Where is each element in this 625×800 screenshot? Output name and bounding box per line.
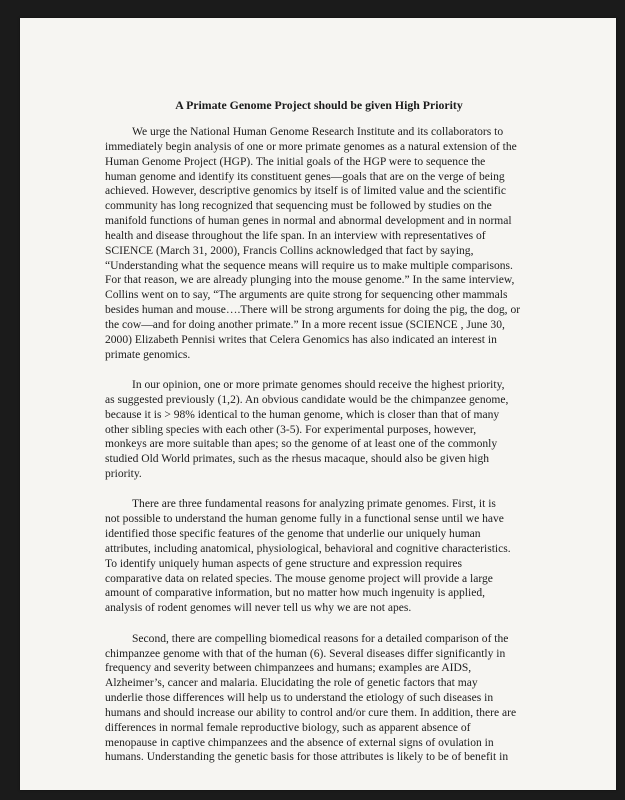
text-line: immediately begin analysis of one or more primate genomes as a natural extension of the xyxy=(105,140,517,153)
text-line: other sibling species with each other (3-5). For experimental purposes, however, xyxy=(105,423,477,436)
text-line: To identify uniquely human aspects of gene structure and expression requires xyxy=(105,557,463,570)
text-line: In our opinion, one or more primate genomes should receive the highest priority, xyxy=(132,379,505,391)
paragraph xyxy=(105,125,533,363)
text-line: Human Genome Project (HGP). The initial goals of the HGP were to sequence the xyxy=(105,155,486,168)
text-line: menopause in captive chimpanzees and the absence of external signs of ovulation in xyxy=(105,736,494,749)
text-line: underlie those differences will help us to understand the etiology of such diseases in xyxy=(105,692,494,705)
text-line: analysis of rodent genomes will never tell us why we are not apes. xyxy=(105,602,412,615)
paragraph xyxy=(105,632,533,766)
text-line: not possible to understand the human genome fully in a functional sense until we have xyxy=(105,513,504,526)
text-line: human genome and identify its constituent genes—goals that are on the verge of being xyxy=(105,170,505,183)
text-line: priority. xyxy=(105,468,142,481)
text-line: frequency and severity between chimpanzees and humans; examples are AIDS, xyxy=(105,662,472,675)
text-line: identified those specific features of the genome that underlie our uniquely human xyxy=(105,528,481,541)
text-line: primate genomics. xyxy=(105,348,191,361)
text-line: We urge the National Human Genome Research Institute and its collaborators to xyxy=(132,126,504,138)
paragraph-container xyxy=(105,125,533,765)
text-line: SCIENCE (March 31, 2000), Francis Collins acknowledged that fact by saying, xyxy=(105,244,474,257)
text-line: humans. Understanding the genetic basis for those attributes is likely to be of benefit in xyxy=(105,751,509,764)
text-line: chimpanzee genome with that of the human (6). Several diseases differ significantly in xyxy=(105,647,506,660)
text-line: community has long recognized that sequencing must be followed by studies on the xyxy=(105,200,492,213)
text-line: the cow—and for doing another primate.” In a more recent issue (SCIENCE , June 30, xyxy=(105,318,505,331)
document-page xyxy=(20,18,616,790)
text-line: health and disease throughout the life span. In an interview with representatives of xyxy=(105,229,486,242)
text-line: 2000) Elizabeth Pennisi writes that Celera Genomics has also indicated an interest in xyxy=(105,333,497,346)
document-title: A Primate Genome Project should be given High Priority xyxy=(175,98,463,112)
text-line: “Understanding what the sequence means will require us to make multiple comparisons. xyxy=(105,259,513,272)
text-line: as suggested previously (1,2). An obvious candidate would be the chimpanzee genome, xyxy=(105,393,509,406)
text-line: amount of comparative information, but no matter how much ingenuity is applied, xyxy=(105,587,485,600)
paragraph xyxy=(105,497,533,616)
text-line: besides human and mouse….There will be strong arguments for doing the pig, the dog, or xyxy=(105,304,521,317)
text-line: For that reason, we are already plunging into the mouse genome.” In the same interview, xyxy=(105,274,515,287)
text-line: differences in normal female reproductive biology, such as apparent absence of xyxy=(105,721,471,734)
text-line: studied Old World primates, such as the rhesus macaque, should also be given high xyxy=(105,453,490,466)
text-line: manifold functions of human genes in normal and abnormal development and in normal xyxy=(105,215,512,228)
document-body xyxy=(105,98,533,781)
text-line: Collins went on to say, “The arguments are quite strong for sequencing other mammals xyxy=(105,289,508,302)
text-line: because it is > 98% identical to the human genome, which is closer than that of many xyxy=(105,408,500,421)
text-line: Alzheimer’s, cancer and malaria. Elucidating the role of genetic factors that may xyxy=(105,677,478,690)
text-line: comparative data on related species. The mouse genome project will provide a large xyxy=(105,572,493,585)
text-line: There are three fundamental reasons for analyzing primate genomes. First, it is xyxy=(132,498,496,511)
text-line: achieved. However, descriptive genomics by itself is of limited value and the scientific xyxy=(105,185,506,198)
text-line: monkeys are more suitable than apes; so the genome of at least one of the commonly xyxy=(105,438,498,451)
paragraph xyxy=(105,378,533,482)
text-line: humans and should increase our ability to control and/or cure them. In addition, there are xyxy=(105,706,517,719)
text-line: Second, there are compelling biomedical reasons for a detailed comparison of the xyxy=(132,632,509,645)
text-line: attributes, including anatomical, physiological, behavioral and cognitive characteristics. xyxy=(105,542,511,555)
